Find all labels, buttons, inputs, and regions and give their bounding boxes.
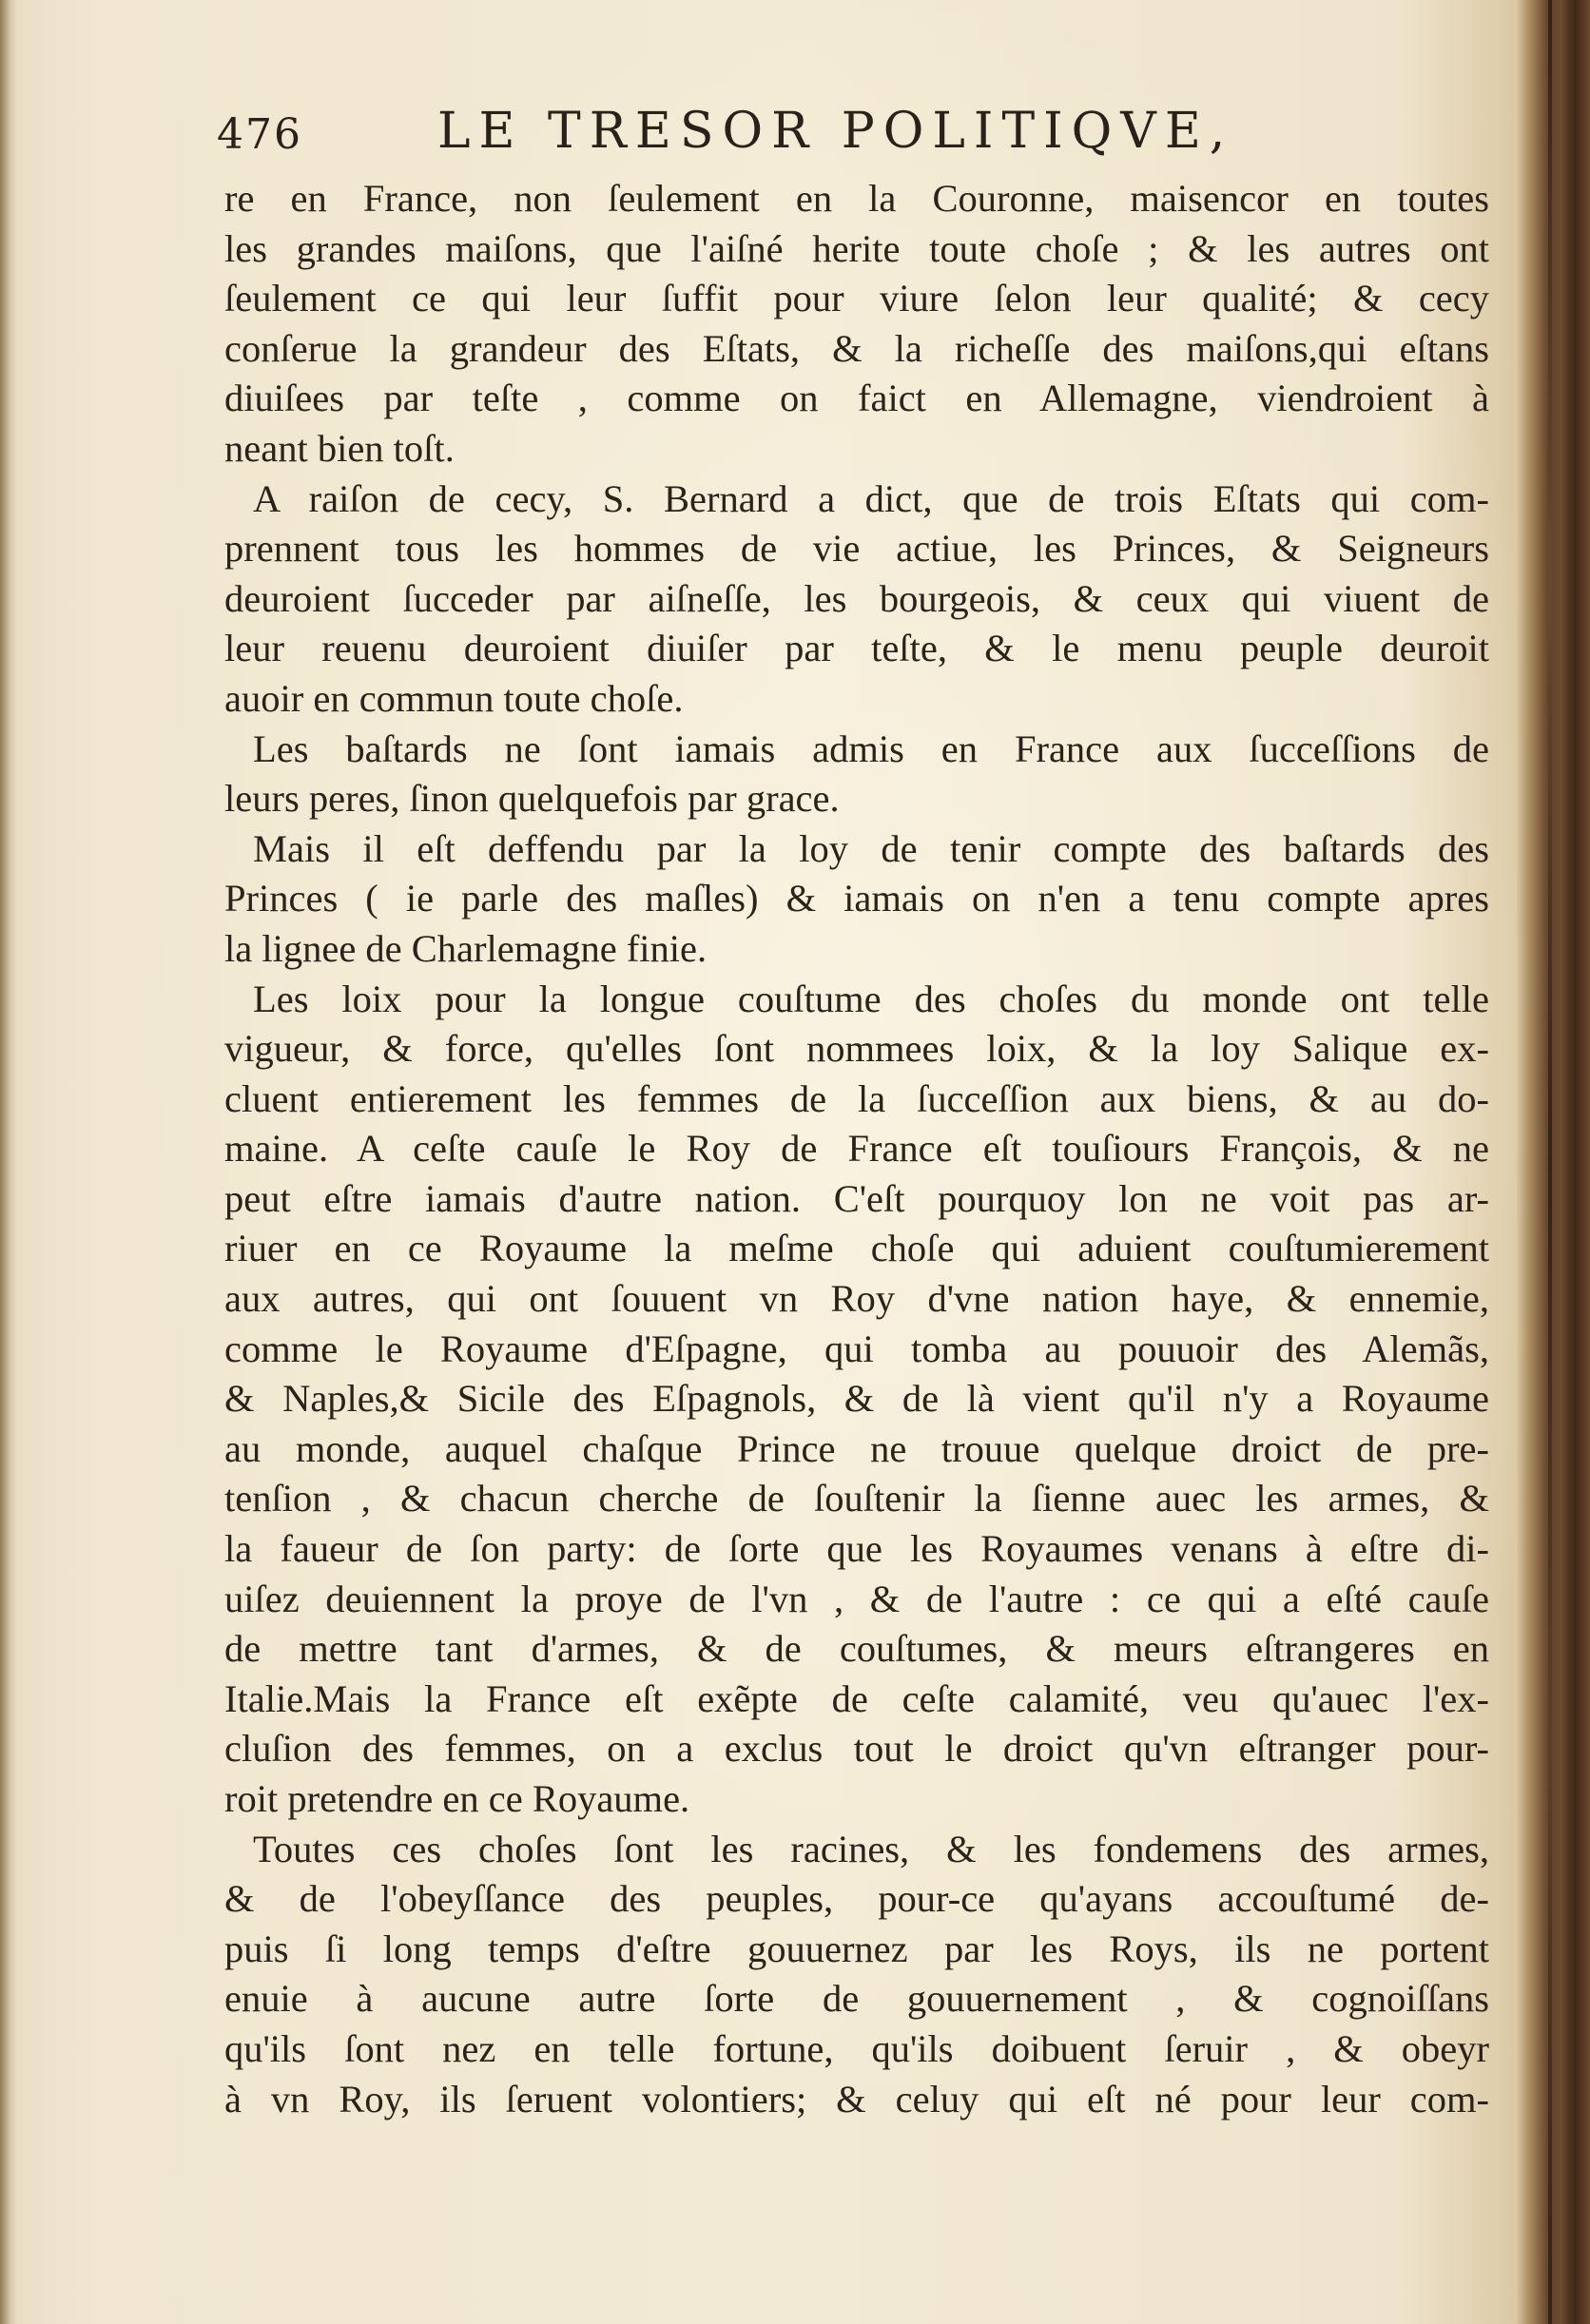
text-line: re en France, non ſeulement en la Couronne, maisencor en toutes	[224, 177, 1489, 220]
text-line: comme le Royaume d'Eſpagne, qui tomba au pouuoir des Alemãs,	[224, 1327, 1489, 1370]
book-binding-edge	[1516, 0, 1590, 2324]
text-line: Toutes ces choſes ſont les racines, & les fondemens des armes,	[253, 1827, 1489, 1870]
running-title: LE TRESOR POLITIQVE,	[437, 103, 1234, 160]
text-line: aux autres, qui ont ſouuent vn Roy d'vne nation haye, & ennemie,	[224, 1277, 1489, 1321]
text-line: puis ſi long temps d'eſtre gouuernez par les Roys, ils ne portent	[224, 1927, 1489, 1970]
text-line: peut eſtre iamais d'autre nation. C'eſt pourquoy lon ne voit pas ar-	[224, 1176, 1489, 1220]
text-line: ſeulement ce qui leur ſuffit pour viure ſelon leur qualité; & cecy	[224, 277, 1489, 320]
text-line: deuroient ſucceder par aiſneſſe, les bourgeois, & ceux qui viuent de	[224, 576, 1489, 620]
text-line: leur reuenu deuroient diuiſer par teſte, & le menu peuple deuroit	[224, 627, 1489, 670]
text-line: riuer en ce Royaume la meſme choſe qui aduient couſtumierement	[224, 1227, 1489, 1270]
text-line: au monde, auquel chaſque Prince ne trouue quelque droict de pre-	[224, 1426, 1489, 1470]
text-line: de mettre tant d'armes, & de couſtumes, & meurs eſtrangeres en	[224, 1627, 1489, 1671]
text-line: prennent tous les hommes de vie actiue, les Princes, & Seigneurs	[224, 527, 1489, 571]
running-head	[217, 103, 1358, 169]
text-line: tenſion , & chacun cherche de ſouſtenir la ſienne auec les armes, &	[224, 1477, 1489, 1520]
text-line: la lignee de Charlemagne finie.	[224, 926, 708, 970]
text-line: enuie à aucune autre ſorte de gouuernement , & cognoiſſans	[224, 1977, 1489, 2021]
text-line: la faueur de ſon party: de ſorte que les Royaumes venans à eſtre di-	[224, 1527, 1489, 1571]
text-line: roit pretendre en ce Royaume.	[224, 1777, 690, 1820]
text-line: cluent entierement les femmes de la ſucceſſion aux biens, & au do-	[224, 1076, 1489, 1120]
text-line: Italie.Mais la France eſt exẽpte de ceſte calamité, veu qu'auec l'ex-	[224, 1676, 1489, 1720]
text-line: cluſion des femmes, on a exclus tout le droict qu'vn eſtranger pour-	[224, 1727, 1489, 1771]
text-line: Mais il eſt deffendu par la loy de tenir compte des baſtards des	[253, 826, 1489, 870]
text-line: maine. A ceſte cauſe le Roy de France eſt touſiours François, & ne	[224, 1127, 1489, 1171]
text-line: & Naples,& Sicile des Eſpagnols, & de là vient qu'il n'y a Royaume	[224, 1377, 1489, 1421]
text-line: leurs peres, ſinon quelquefois par grace.	[224, 777, 840, 821]
text-line: qu'ils ſont nez en telle fortune, qu'ils doibuent ſeruir , & obeyr	[224, 2026, 1489, 2070]
text-line: Les baſtards ne ſont iamais admis en France aux ſucceſſions de	[253, 726, 1489, 770]
text-line: uiſez deuiennent la proye de l'vn , & de l'autre : ce qui a eſté cauſe	[224, 1577, 1489, 1620]
text-line: vigueur, & force, qu'elles ſont nommees loix, & la loy Salique ex-	[224, 1027, 1489, 1071]
text-line: conſerue la grandeur des Eſtats, & la richeſſe des maiſons,qui eſtans	[224, 326, 1489, 370]
text-line: & de l'obeyſſance des peuples, pour-ce qu'ayans accouſtumé de-	[224, 1877, 1489, 1921]
text-line: à vn Roy, ils ſeruent volontiers; & celuy qui eſt né pour leur com-	[224, 2077, 1489, 2121]
text-line: auoir en commun toute choſe.	[224, 676, 684, 720]
text-line: neant bien toſt.	[224, 426, 455, 470]
text-line: A raiſon de cecy, S. Bernard a dict, que de trois Eſtats qui com-	[253, 476, 1489, 520]
text-line: Princes ( ie parle des maſles) & iamais on n'en a tenu compte apres	[224, 877, 1489, 920]
text-line: Les loix pour la longue couſtume des choſes du monde ont telle	[253, 977, 1489, 1020]
text-line: diuiſees par teſte , comme on faict en Allemagne, viendroient à	[224, 377, 1489, 420]
text-line: les grandes maiſons, que l'aiſné herite toute choſe ; & les autres ont	[224, 226, 1489, 270]
page-number: 476	[217, 110, 302, 159]
body-text	[224, 174, 1489, 2124]
